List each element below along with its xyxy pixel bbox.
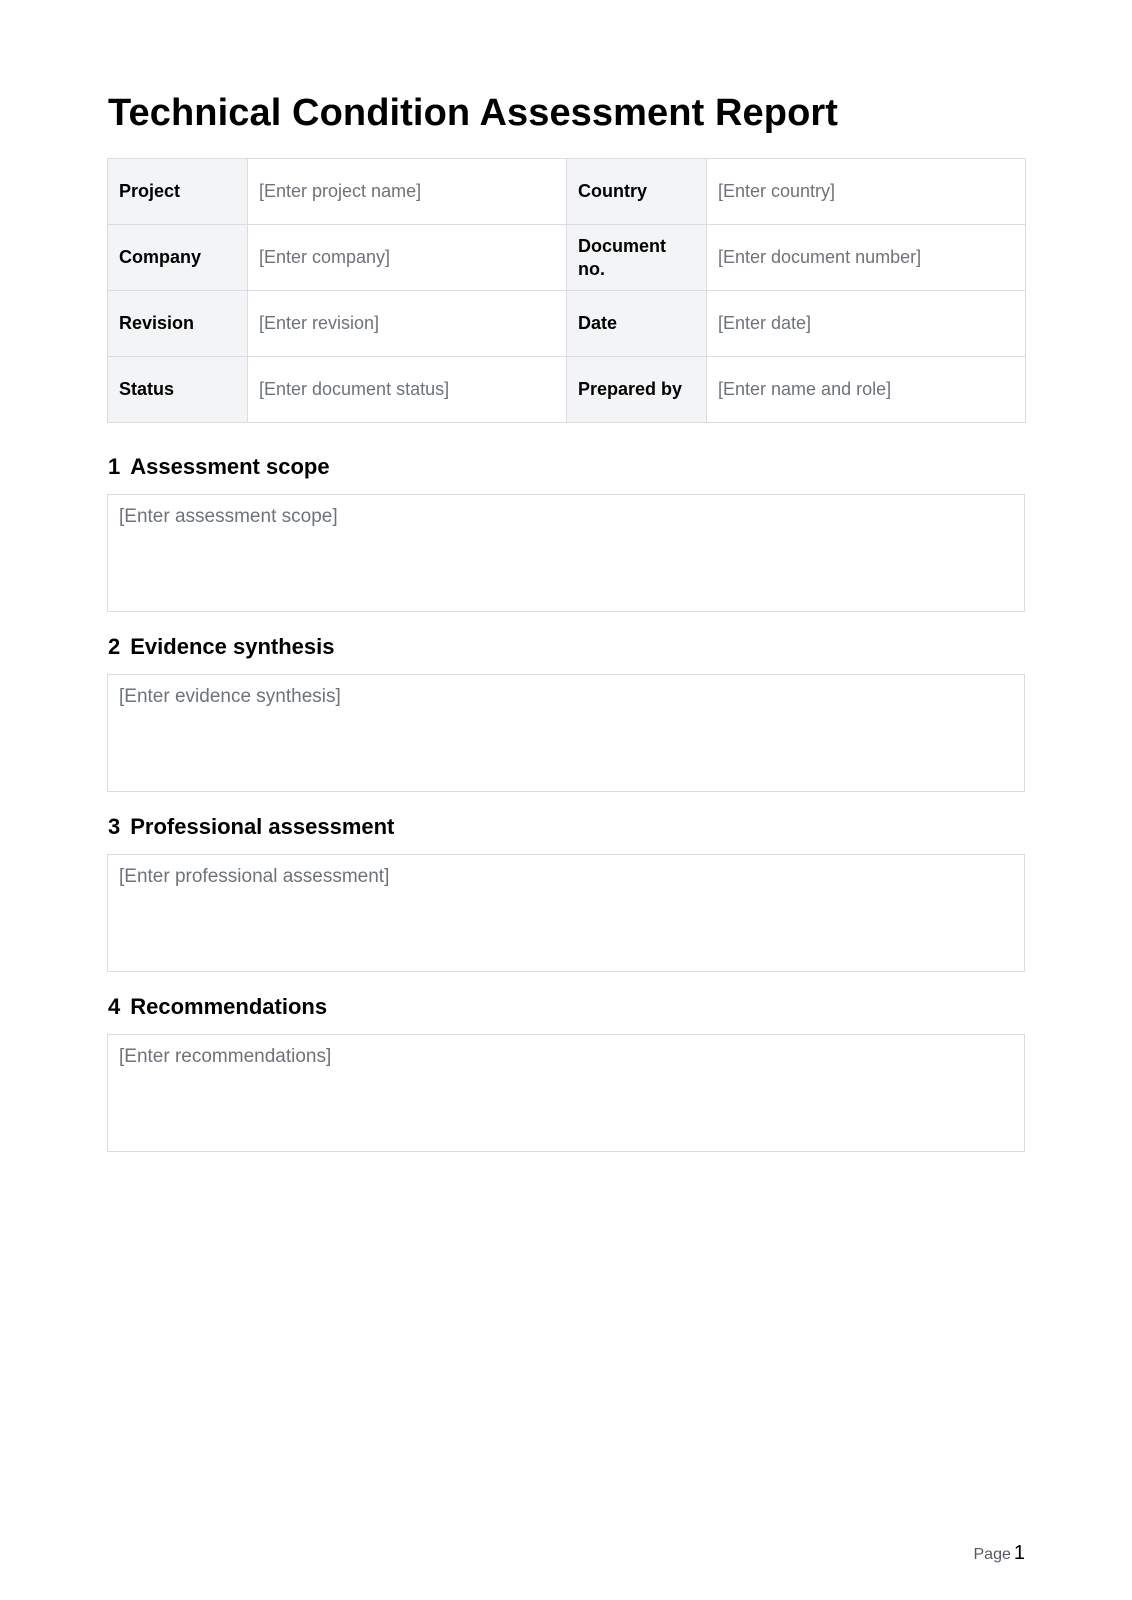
status-label: Status — [108, 357, 248, 423]
metadata-row-status — [108, 357, 1026, 423]
revision-label: Revision — [108, 291, 248, 357]
section-number: 4 — [108, 994, 121, 1019]
document-number-label: Document no. — [567, 225, 707, 291]
company-label: Company — [108, 225, 248, 291]
country-field[interactable]: [Enter country] — [707, 159, 1026, 225]
section-heading-recommendations — [108, 993, 327, 1021]
section-title: Professional assessment — [130, 814, 395, 839]
assessment-scope-field[interactable]: [Enter assessment scope] — [107, 494, 1025, 612]
section-number: 2 — [108, 634, 121, 659]
page-footer — [974, 1542, 1026, 1565]
section-number: 3 — [108, 814, 121, 839]
page-label: Page — [973, 1546, 1011, 1563]
country-label: Country — [567, 159, 707, 225]
prepared-by-field[interactable]: [Enter name and role] — [707, 357, 1026, 423]
professional-assessment-field[interactable]: [Enter professional assessment] — [107, 854, 1025, 972]
metadata-row-revision — [108, 291, 1026, 357]
document-number-field[interactable]: [Enter document number] — [707, 225, 1026, 291]
evidence-synthesis-field[interactable]: [Enter evidence synthesis] — [107, 674, 1025, 792]
company-field[interactable]: [Enter company] — [248, 225, 567, 291]
date-label: Date — [567, 291, 707, 357]
section-heading-assessment-scope — [108, 453, 330, 481]
status-field[interactable]: [Enter document status] — [248, 357, 567, 423]
project-label: Project — [108, 159, 248, 225]
section-title: Recommendations — [130, 994, 328, 1019]
recommendations-field[interactable]: [Enter recommendations] — [107, 1034, 1025, 1152]
page-number: 1 — [1013, 1542, 1025, 1564]
section-number: 1 — [108, 454, 121, 479]
metadata-table — [107, 158, 1026, 423]
project-field[interactable]: [Enter project name] — [248, 159, 567, 225]
prepared-by-label: Prepared by — [567, 357, 707, 423]
date-field[interactable]: [Enter date] — [707, 291, 1026, 357]
revision-field[interactable]: [Enter revision] — [248, 291, 567, 357]
section-heading-professional-assessment — [108, 813, 394, 841]
section-title: Evidence synthesis — [130, 634, 335, 659]
metadata-row-project — [108, 159, 1026, 225]
metadata-row-company — [108, 225, 1026, 291]
section-heading-evidence-synthesis — [108, 633, 334, 661]
page-title: Technical Condition Assessment Report — [108, 92, 839, 134]
section-title: Assessment scope — [130, 454, 330, 479]
